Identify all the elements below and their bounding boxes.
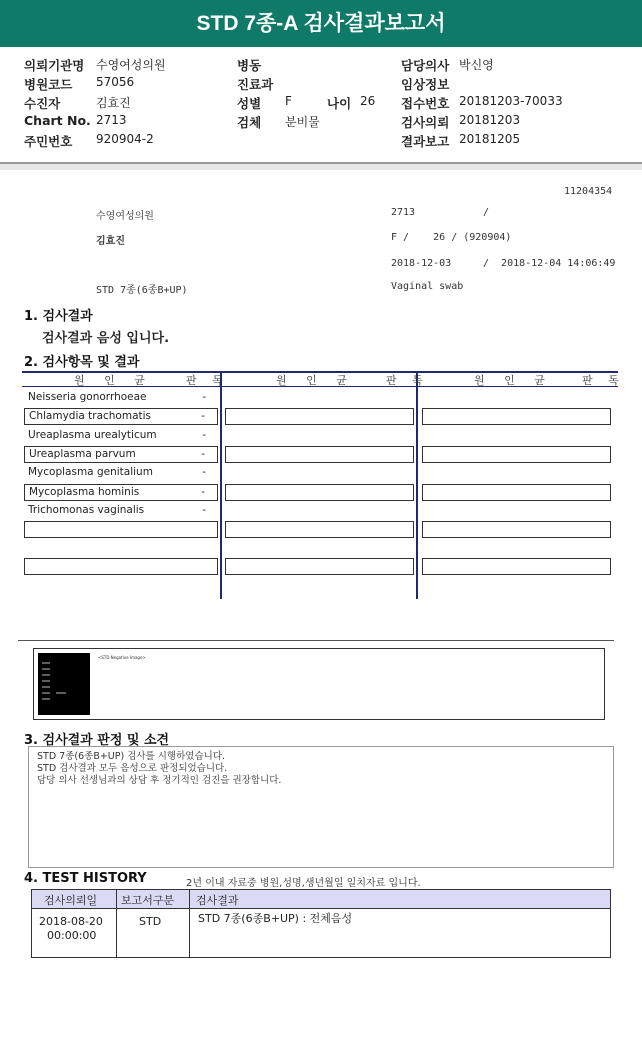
receipt-label: 접수번호 [401, 96, 450, 111]
header-organism-2: 원 인 균 [276, 374, 355, 387]
empty-row [422, 446, 611, 463]
age-label: 나이 [327, 96, 352, 111]
chart-label: Chart No. [24, 113, 91, 128]
organism-result: - [202, 504, 206, 516]
empty-row [24, 558, 218, 575]
gel-image-box [33, 648, 605, 720]
organism-result: - [202, 466, 206, 478]
code-label: 병원코드 [24, 77, 73, 92]
id-label: 주민번호 [24, 134, 73, 149]
report-header [0, 0, 642, 47]
section-3-title: 3. 검사결과 판정 및 소견 [24, 733, 170, 748]
organism-name: Mycoplasma hominis [29, 486, 140, 498]
report-label: 결과보고 [401, 134, 450, 149]
history-result: STD 7종(6종B+UP) : 전체음성 [198, 912, 353, 925]
history-header [32, 890, 610, 909]
sheet-test-name: STD 7종(6종B+UP) [96, 285, 188, 296]
organism-name: Mycoplasma genitalium [28, 466, 153, 478]
column-divider-1 [220, 371, 222, 599]
sheet-sex-age: F / 26 / (920904) [391, 232, 512, 243]
header-judgment-3: 판 독 [582, 374, 625, 387]
history-note: 2년 이내 자료중 병원,성명,생년월일 일치자료 입니다. [186, 878, 421, 889]
history-divider [116, 890, 117, 957]
request-label: 검사의뢰 [401, 115, 450, 130]
organism-result: - [202, 391, 206, 403]
gel-lanes-icon [38, 653, 90, 715]
sheet-date1: 2018-12-03 [391, 258, 452, 269]
sheet-chart: 2713 [391, 207, 416, 218]
empty-row [422, 558, 611, 575]
empty-row [422, 484, 611, 501]
table-row [24, 446, 218, 463]
history-col-date: 검사의뢰일 [44, 894, 98, 907]
doctor-label: 담당의사 [401, 58, 450, 73]
sex-label: 성별 [237, 96, 262, 111]
id-value: 920904-2 [96, 132, 154, 146]
organism-name: Chlamydia trachomatis [29, 410, 152, 422]
gel-image [38, 653, 90, 715]
sheet-patient: 김효진 [96, 236, 125, 247]
empty-row [422, 521, 611, 538]
comment-line: STD 7종(6종B+UP) 검사를 시행하였습니다. [37, 751, 226, 762]
empty-row [225, 521, 414, 538]
comment-box [28, 746, 614, 868]
organism-result: - [201, 410, 205, 422]
history-col-type: 보고서구분 [121, 894, 175, 907]
organism-result: - [202, 429, 206, 441]
clinical-label: 임상정보 [401, 77, 450, 92]
history-type: STD [139, 915, 162, 928]
request-value: 20181203 [459, 113, 521, 127]
history-time: 00:00:00 [47, 929, 97, 942]
code-value: 57056 [96, 75, 135, 89]
header-judgment-1: 판 독 [186, 374, 229, 387]
column-divider-2 [416, 371, 418, 599]
section-1-title: 1. 검사결과 [24, 309, 93, 324]
organism-name: Ureaplasma parvum [29, 448, 136, 460]
sheet-slash: / [483, 207, 490, 218]
hospital-label: 의뢰기관명 [24, 58, 85, 73]
chart-value: 2713 [96, 113, 127, 127]
specimen-label: 검체 [237, 115, 262, 130]
organism-name: Neisseria gonorrhoeae [28, 391, 147, 403]
specimen-value: 분비물 [285, 115, 320, 129]
report-value: 20181205 [459, 132, 521, 146]
empty-row [422, 408, 611, 425]
section-4-title: 4. TEST HISTORY [24, 871, 147, 886]
organism-name: Trichomonas vaginalis [28, 504, 145, 516]
table-row [24, 465, 218, 482]
empty-row [225, 558, 414, 575]
header-judgment-2: 판 독 [386, 374, 429, 387]
sheet-specimen: Vaginal swab [391, 281, 464, 292]
history-divider [189, 890, 190, 957]
sheet-hospital: 수영여성의원 [96, 211, 154, 222]
section-divider [18, 640, 614, 641]
dept-label: 진료과 [237, 77, 274, 92]
empty-row [24, 521, 218, 538]
table-row [24, 428, 218, 445]
negative-message: 검사결과 음성 입니다. [42, 331, 170, 346]
table-row [24, 503, 218, 520]
empty-row [225, 484, 414, 501]
ref-number: 11204354 [564, 186, 613, 197]
section-2-title: 2. 검사항목 및 결과 [24, 355, 140, 370]
organism-result: - [201, 486, 205, 498]
table-row [24, 484, 218, 501]
empty-row [225, 446, 414, 463]
history-date: 2018-08-20 [39, 915, 103, 928]
patient-value: 김효진 [96, 96, 131, 110]
comment-line: 담당 의사 선생님과의 상담 후 정기적인 검진을 권장합니다. [37, 775, 282, 786]
sex-value: F [285, 94, 292, 108]
age-value: 26 [360, 94, 376, 108]
hospital-value: 수영여성의원 [96, 58, 166, 72]
image-label: <STD Negative Image> [98, 655, 146, 660]
history-table [31, 889, 611, 958]
organism-name: Ureaplasma urealyticum [28, 429, 157, 441]
header-organism-3: 원 인 균 [474, 374, 553, 387]
sheet-date2: / 2018-12-04 14:06:49 [483, 258, 616, 269]
table-row [24, 408, 218, 425]
ward-label: 병동 [237, 58, 262, 73]
history-col-result: 검사결과 [196, 894, 239, 907]
header-organism-1: 원 인 균 [74, 374, 153, 387]
report-title: STD 7종-A 검사결과보고서 [196, 12, 446, 35]
patient-info [0, 52, 642, 162]
organism-result: - [201, 448, 205, 460]
gap-band [0, 164, 642, 170]
table-row [24, 390, 218, 407]
comment-line: STD 검사결과 모두 음성으로 판정되었습니다. [37, 763, 228, 774]
empty-row [225, 408, 414, 425]
doctor-value: 박신영 [459, 58, 494, 72]
patient-label: 수진자 [24, 96, 61, 111]
receipt-value: 20181203-70033 [459, 94, 563, 108]
